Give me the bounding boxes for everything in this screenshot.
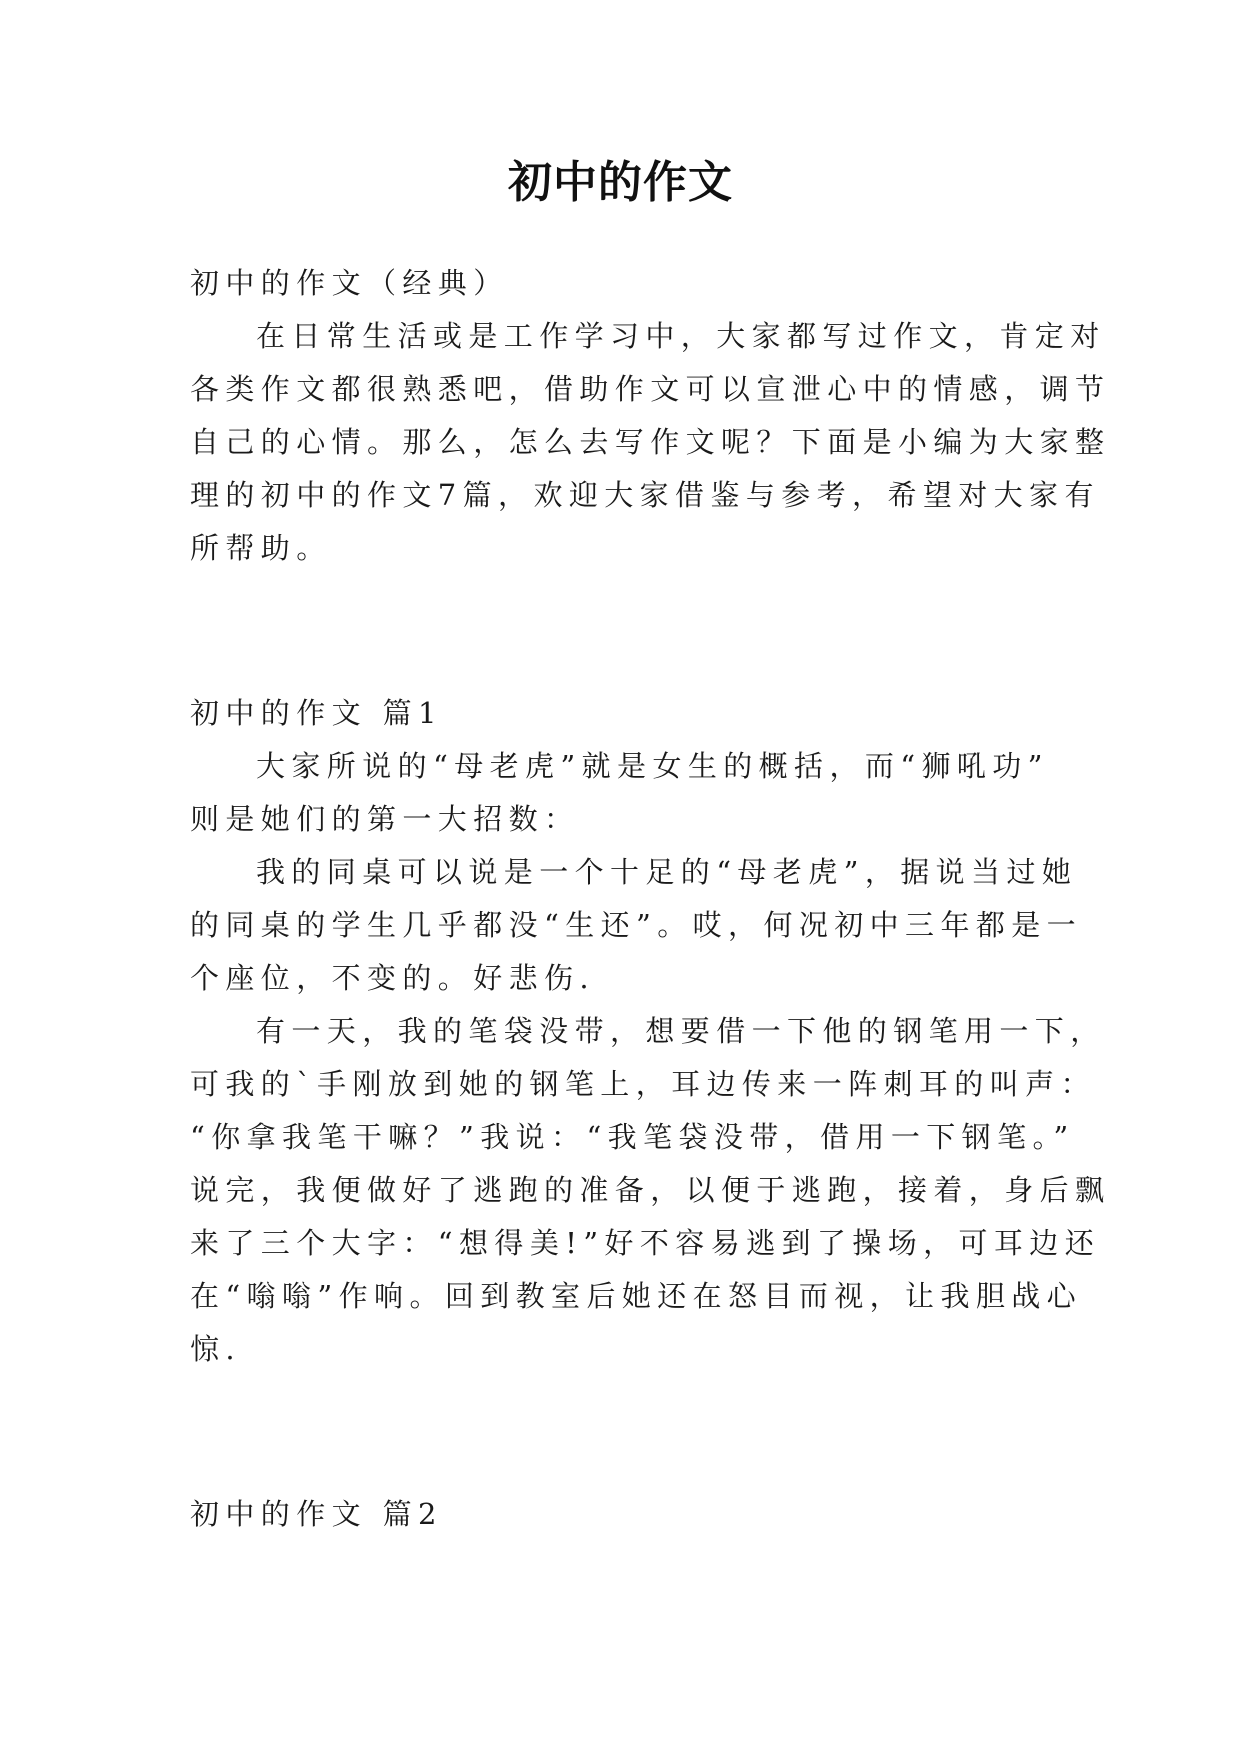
section-1-line-7: 可我的`手刚放到她的钢笔上，耳边传来一阵刺耳的叫声：	[190, 1067, 1096, 1101]
document-title: 初中的作文	[508, 157, 733, 208]
section-1-line-12: 惊.	[190, 1332, 242, 1366]
intro-line-3: 自己的心情。那么，怎么去写作文呢？下面是小编为大家整	[190, 425, 1111, 459]
section-1-line-10: 来了三个大字：“想得美!”好不容易逃到了操场，可耳边还	[190, 1226, 1101, 1260]
intro-line-5: 所帮助。	[190, 531, 332, 565]
section-1-line-8: “你拿我笔干嘛？”我说：“我笔袋没带，借用一下钢笔。”	[190, 1120, 1075, 1154]
section-1-line-2: 则是她们的第一大招数：	[190, 802, 580, 836]
section-2-heading: 初中的作文 篇2	[190, 1497, 443, 1531]
section-1-line-1: 大家所说的“母老虎”就是女生的概括，而“狮吼功”	[256, 749, 1049, 783]
intro-line-4: 理的初中的作文7篇，欢迎大家借鉴与参考，希望对大家有	[190, 478, 1100, 512]
section-1-line-9: 说完，我便做好了逃跑的准备，以便于逃跑，接着，身后飘	[190, 1173, 1111, 1207]
intro-line-1: 在日常生活或是工作学习中，大家都写过作文，肯定对	[256, 319, 1106, 353]
section-1-line-6: 有一天，我的笔袋没带，想要借一下他的钢笔用一下，	[256, 1014, 1106, 1048]
section-1-line-4: 的同桌的学生几乎都没“生还”。哎，何况初中三年都是一	[190, 908, 1083, 942]
section-1-heading: 初中的作文 篇1	[190, 696, 443, 730]
document-subtitle: 初中的作文（经典）	[190, 266, 509, 300]
section-1-line-11: 在“嗡嗡”作响。回到教室后她还在怒目而视，让我胆战心	[190, 1279, 1083, 1313]
section-1-line-5: 个座位，不变的。好悲伤.	[190, 961, 596, 995]
section-1-line-3: 我的同桌可以说是一个十足的“母老虎”，据说当过她	[256, 855, 1078, 889]
intro-line-2: 各类作文都很熟悉吧，借助作文可以宣泄心中的情感，调节	[190, 372, 1111, 406]
